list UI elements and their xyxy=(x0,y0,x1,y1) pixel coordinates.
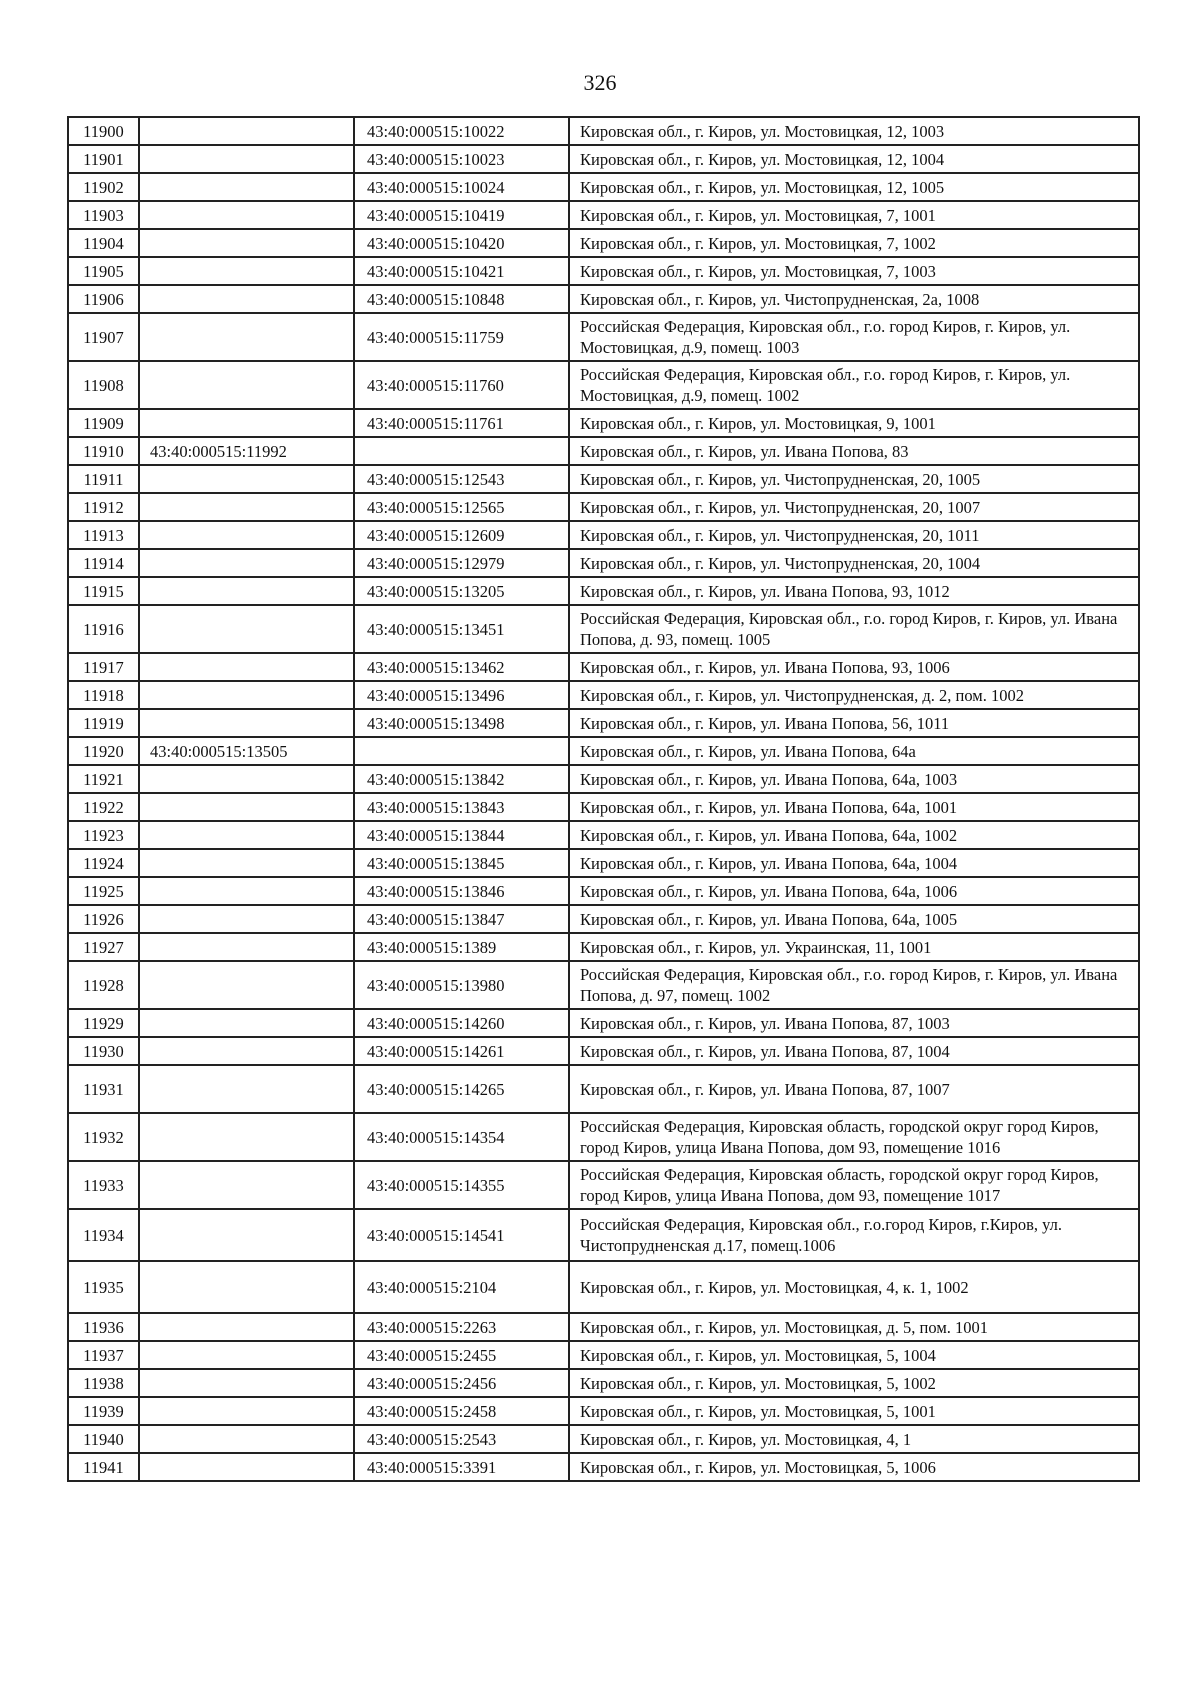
row-number-cell: 11930 xyxy=(68,1037,139,1065)
object-cadastral-number-cell: 43:40:000515:13847 xyxy=(354,905,569,933)
object-cadastral-number-cell: 43:40:000515:12609 xyxy=(354,521,569,549)
land-cadastral-number-cell xyxy=(139,117,354,145)
address-cell: Кировская обл., г. Киров, ул. Мостовицкая, 5, 1002 xyxy=(569,1369,1139,1397)
table-row xyxy=(68,1161,1139,1209)
land-cadastral-number-cell xyxy=(139,1369,354,1397)
row-number-cell: 11907 xyxy=(68,313,139,361)
table-row xyxy=(68,117,1139,145)
land-cadastral-number-cell xyxy=(139,409,354,437)
table-row xyxy=(68,521,1139,549)
page-number: 326 xyxy=(583,70,617,95)
address-cell: Кировская обл., г. Киров, ул. Ивана Попова, 64а, 1003 xyxy=(569,765,1139,793)
table-row xyxy=(68,765,1139,793)
object-cadastral-number-cell: 43:40:000515:2455 xyxy=(354,1341,569,1369)
row-number-cell: 11920 xyxy=(68,737,139,765)
address-cell: Российская Федерация, Кировская обл., г.о. город Киров, г. Киров, ул. Ивана Попова, д. 97, помещ. 1002 xyxy=(569,961,1139,1009)
table-row xyxy=(68,821,1139,849)
object-cadastral-number-cell: 43:40:000515:12565 xyxy=(354,493,569,521)
land-cadastral-number-cell xyxy=(139,173,354,201)
object-cadastral-number-cell xyxy=(354,437,569,465)
land-cadastral-number-cell xyxy=(139,201,354,229)
land-cadastral-number-cell xyxy=(139,549,354,577)
address-cell: Кировская обл., г. Киров, ул. Чистопрудненская, 20, 1011 xyxy=(569,521,1139,549)
land-cadastral-number-cell xyxy=(139,905,354,933)
object-cadastral-number-cell: 43:40:000515:10848 xyxy=(354,285,569,313)
table-row xyxy=(68,1037,1139,1065)
row-number-cell: 11903 xyxy=(68,201,139,229)
land-cadastral-number-cell xyxy=(139,793,354,821)
row-number-cell: 11919 xyxy=(68,709,139,737)
land-cadastral-number-cell xyxy=(139,1065,354,1113)
row-number-cell: 11921 xyxy=(68,765,139,793)
table-row xyxy=(68,877,1139,905)
table-row xyxy=(68,1209,1139,1261)
row-number-cell: 11925 xyxy=(68,877,139,905)
address-cell: Российская Федерация, Кировская обл., г.о.город Киров, г.Киров, ул. Чистопрудненская д.17, помещ.1006 xyxy=(569,1209,1139,1261)
row-number-cell: 11909 xyxy=(68,409,139,437)
address-cell: Кировская обл., г. Киров, ул. Чистопрудненская, 20, 1005 xyxy=(569,465,1139,493)
address-cell: Российская Федерация, Кировская область, городской округ город Киров, город Киров, улица Ивана Попова, дом 93, помещение 1016 xyxy=(569,1113,1139,1161)
row-number-cell: 11935 xyxy=(68,1261,139,1313)
table-row xyxy=(68,933,1139,961)
table-row xyxy=(68,681,1139,709)
object-cadastral-number-cell: 43:40:000515:2263 xyxy=(354,1313,569,1341)
land-cadastral-number-cell xyxy=(139,145,354,173)
object-cadastral-number-cell: 43:40:000515:14260 xyxy=(354,1009,569,1037)
table-body xyxy=(68,117,1139,1481)
row-number-cell: 11927 xyxy=(68,933,139,961)
land-cadastral-number-cell xyxy=(139,1113,354,1161)
row-number-cell: 11913 xyxy=(68,521,139,549)
address-cell: Кировская обл., г. Киров, ул. Украинская, 11, 1001 xyxy=(569,933,1139,961)
address-cell: Кировская обл., г. Киров, ул. Мостовицкая, 12, 1004 xyxy=(569,145,1139,173)
land-cadastral-number-cell xyxy=(139,1037,354,1065)
land-cadastral-number-cell xyxy=(139,877,354,905)
land-cadastral-number-cell xyxy=(139,465,354,493)
table-row xyxy=(68,361,1139,409)
object-cadastral-number-cell: 43:40:000515:14541 xyxy=(354,1209,569,1261)
object-cadastral-number-cell: 43:40:000515:13842 xyxy=(354,765,569,793)
address-cell: Кировская обл., г. Киров, ул. Ивана Попова, 87, 1007 xyxy=(569,1065,1139,1113)
object-cadastral-number-cell: 43:40:000515:10022 xyxy=(354,117,569,145)
table-row xyxy=(68,1065,1139,1113)
address-cell: Кировская обл., г. Киров, ул. Ивана Попова, 87, 1003 xyxy=(569,1009,1139,1037)
land-cadastral-number-cell xyxy=(139,765,354,793)
table-row xyxy=(68,285,1139,313)
object-cadastral-number-cell: 43:40:000515:2456 xyxy=(354,1369,569,1397)
row-number-cell: 11902 xyxy=(68,173,139,201)
object-cadastral-number-cell: 43:40:000515:13843 xyxy=(354,793,569,821)
address-cell: Российская Федерация, Кировская обл., г.о. город Киров, г. Киров, ул. Ивана Попова, д. 93, помещ. 1005 xyxy=(569,605,1139,653)
row-number-cell: 11904 xyxy=(68,229,139,257)
table-row xyxy=(68,653,1139,681)
address-cell: Кировская обл., г. Киров, ул. Ивана Попова, 93, 1012 xyxy=(569,577,1139,605)
land-cadastral-number-cell xyxy=(139,821,354,849)
object-cadastral-number-cell: 43:40:000515:10024 xyxy=(354,173,569,201)
table-row xyxy=(68,173,1139,201)
object-cadastral-number-cell: 43:40:000515:13496 xyxy=(354,681,569,709)
address-cell: Российская Федерация, Кировская обл., г.о. город Киров, г. Киров, ул. Мостовицкая, д.9, помещ. 1002 xyxy=(569,361,1139,409)
land-cadastral-number-cell xyxy=(139,521,354,549)
table-row xyxy=(68,605,1139,653)
row-number-cell: 11932 xyxy=(68,1113,139,1161)
table-row xyxy=(68,409,1139,437)
row-number-cell: 11914 xyxy=(68,549,139,577)
row-number-cell: 11923 xyxy=(68,821,139,849)
row-number-cell: 11938 xyxy=(68,1369,139,1397)
object-cadastral-number-cell: 43:40:000515:13844 xyxy=(354,821,569,849)
object-cadastral-number-cell: 43:40:000515:11761 xyxy=(354,409,569,437)
address-cell: Кировская обл., г. Киров, ул. Ивана Попова, 64а, 1006 xyxy=(569,877,1139,905)
row-number-cell: 11911 xyxy=(68,465,139,493)
object-cadastral-number-cell: 43:40:000515:10421 xyxy=(354,257,569,285)
address-cell: Кировская обл., г. Киров, ул. Чистопрудненская, д. 2, пом. 1002 xyxy=(569,681,1139,709)
row-number-cell: 11916 xyxy=(68,605,139,653)
table-row xyxy=(68,1425,1139,1453)
address-cell: Кировская обл., г. Киров, ул. Мостовицкая, 4, 1 xyxy=(569,1425,1139,1453)
object-cadastral-number-cell: 43:40:000515:2543 xyxy=(354,1425,569,1453)
row-number-cell: 11941 xyxy=(68,1453,139,1481)
address-cell: Кировская обл., г. Киров, ул. Мостовицкая, 5, 1006 xyxy=(569,1453,1139,1481)
object-cadastral-number-cell: 43:40:000515:3391 xyxy=(354,1453,569,1481)
table-row xyxy=(68,905,1139,933)
row-number-cell: 11915 xyxy=(68,577,139,605)
land-cadastral-number-cell xyxy=(139,493,354,521)
land-cadastral-number-cell xyxy=(139,653,354,681)
address-cell: Кировская обл., г. Киров, ул. Чистопрудненская, 20, 1007 xyxy=(569,493,1139,521)
object-cadastral-number-cell: 43:40:000515:10420 xyxy=(354,229,569,257)
object-cadastral-number-cell: 43:40:000515:10419 xyxy=(354,201,569,229)
row-number-cell: 11933 xyxy=(68,1161,139,1209)
table-row xyxy=(68,1009,1139,1037)
row-number-cell: 11908 xyxy=(68,361,139,409)
address-cell: Кировская обл., г. Киров, ул. Ивана Попова, 83 xyxy=(569,437,1139,465)
table-row xyxy=(68,145,1139,173)
address-cell: Кировская обл., г. Киров, ул. Мостовицкая, 5, 1004 xyxy=(569,1341,1139,1369)
table-row xyxy=(68,465,1139,493)
land-cadastral-number-cell xyxy=(139,1341,354,1369)
land-cadastral-number-cell xyxy=(139,961,354,1009)
table-row xyxy=(68,257,1139,285)
address-cell: Кировская обл., г. Киров, ул. Мостовицкая, 7, 1002 xyxy=(569,229,1139,257)
row-number-cell: 11931 xyxy=(68,1065,139,1113)
address-cell: Российская Федерация, Кировская область, городской округ город Киров, город Киров, улица Ивана Попова, дом 93, помещение 1017 xyxy=(569,1161,1139,1209)
row-number-cell: 11918 xyxy=(68,681,139,709)
table-row xyxy=(68,1261,1139,1313)
land-cadastral-number-cell: 43:40:000515:13505 xyxy=(139,737,354,765)
row-number-cell: 11910 xyxy=(68,437,139,465)
row-number-cell: 11905 xyxy=(68,257,139,285)
land-cadastral-number-cell xyxy=(139,681,354,709)
land-cadastral-number-cell xyxy=(139,285,354,313)
land-cadastral-number-cell xyxy=(139,1009,354,1037)
row-number-cell: 11924 xyxy=(68,849,139,877)
address-cell: Кировская обл., г. Киров, ул. Ивана Попова, 64а, 1002 xyxy=(569,821,1139,849)
table-row xyxy=(68,1397,1139,1425)
table-row xyxy=(68,793,1139,821)
land-cadastral-number-cell xyxy=(139,1425,354,1453)
object-cadastral-number-cell: 43:40:000515:13205 xyxy=(354,577,569,605)
land-cadastral-number-cell xyxy=(139,1209,354,1261)
address-cell: Кировская обл., г. Киров, ул. Ивана Попова, 64а xyxy=(569,737,1139,765)
table-row xyxy=(68,201,1139,229)
table-row xyxy=(68,437,1139,465)
table-row xyxy=(68,709,1139,737)
table-row xyxy=(68,961,1139,1009)
address-cell: Кировская обл., г. Киров, ул. Мостовицкая, 4, к. 1, 1002 xyxy=(569,1261,1139,1313)
row-number-cell: 11934 xyxy=(68,1209,139,1261)
object-cadastral-number-cell: 43:40:000515:2458 xyxy=(354,1397,569,1425)
row-number-cell: 11928 xyxy=(68,961,139,1009)
address-cell: Кировская обл., г. Киров, ул. Мостовицкая, д. 5, пом. 1001 xyxy=(569,1313,1139,1341)
table-row xyxy=(68,549,1139,577)
land-cadastral-number-cell xyxy=(139,361,354,409)
address-cell: Кировская обл., г. Киров, ул. Ивана Попова, 93, 1006 xyxy=(569,653,1139,681)
address-cell: Кировская обл., г. Киров, ул. Мостовицкая, 12, 1005 xyxy=(569,173,1139,201)
object-cadastral-number-cell: 43:40:000515:10023 xyxy=(354,145,569,173)
table-row xyxy=(68,737,1139,765)
row-number-cell: 11901 xyxy=(68,145,139,173)
table-row xyxy=(68,1341,1139,1369)
land-cadastral-number-cell xyxy=(139,933,354,961)
land-cadastral-number-cell xyxy=(139,709,354,737)
row-number-cell: 11906 xyxy=(68,285,139,313)
land-cadastral-number-cell xyxy=(139,1397,354,1425)
object-cadastral-number-cell: 43:40:000515:13846 xyxy=(354,877,569,905)
address-cell: Кировская обл., г. Киров, ул. Ивана Попова, 64а, 1005 xyxy=(569,905,1139,933)
table-row xyxy=(68,229,1139,257)
address-cell: Кировская обл., г. Киров, ул. Мостовицкая, 5, 1001 xyxy=(569,1397,1139,1425)
row-number-cell: 11926 xyxy=(68,905,139,933)
object-cadastral-number-cell: 43:40:000515:14265 xyxy=(354,1065,569,1113)
object-cadastral-number-cell: 43:40:000515:14261 xyxy=(354,1037,569,1065)
row-number-cell: 11922 xyxy=(68,793,139,821)
table-row xyxy=(68,313,1139,361)
address-cell: Кировская обл., г. Киров, ул. Мостовицкая, 7, 1001 xyxy=(569,201,1139,229)
object-cadastral-number-cell: 43:40:000515:13498 xyxy=(354,709,569,737)
object-cadastral-number-cell: 43:40:000515:13980 xyxy=(354,961,569,1009)
land-cadastral-number-cell xyxy=(139,1453,354,1481)
object-cadastral-number-cell: 43:40:000515:11760 xyxy=(354,361,569,409)
table-row xyxy=(68,1313,1139,1341)
row-number-cell: 11939 xyxy=(68,1397,139,1425)
row-number-cell: 11917 xyxy=(68,653,139,681)
row-number-cell: 11900 xyxy=(68,117,139,145)
object-cadastral-number-cell: 43:40:000515:14354 xyxy=(354,1113,569,1161)
address-cell: Кировская обл., г. Киров, ул. Чистопрудненская, 2а, 1008 xyxy=(569,285,1139,313)
land-cadastral-number-cell xyxy=(139,1313,354,1341)
land-cadastral-number-cell xyxy=(139,605,354,653)
land-cadastral-number-cell xyxy=(139,229,354,257)
address-cell: Кировская обл., г. Киров, ул. Ивана Попова, 64а, 1004 xyxy=(569,849,1139,877)
land-cadastral-number-cell xyxy=(139,849,354,877)
object-cadastral-number-cell xyxy=(354,737,569,765)
object-cadastral-number-cell: 43:40:000515:2104 xyxy=(354,1261,569,1313)
object-cadastral-number-cell: 43:40:000515:12979 xyxy=(354,549,569,577)
address-cell: Российская Федерация, Кировская обл., г.о. город Киров, г. Киров, ул. Мостовицкая, д.9, помещ. 1003 xyxy=(569,313,1139,361)
land-cadastral-number-cell xyxy=(139,313,354,361)
object-cadastral-number-cell: 43:40:000515:13845 xyxy=(354,849,569,877)
row-number-cell: 11929 xyxy=(68,1009,139,1037)
row-number-cell: 11937 xyxy=(68,1341,139,1369)
cadastral-table xyxy=(67,116,1140,1482)
object-cadastral-number-cell: 43:40:000515:1389 xyxy=(354,933,569,961)
address-cell: Кировская обл., г. Киров, ул. Ивана Попова, 87, 1004 xyxy=(569,1037,1139,1065)
land-cadastral-number-cell xyxy=(139,1161,354,1209)
object-cadastral-number-cell: 43:40:000515:13451 xyxy=(354,605,569,653)
address-cell: Кировская обл., г. Киров, ул. Ивана Попова, 64а, 1001 xyxy=(569,793,1139,821)
table-row xyxy=(68,577,1139,605)
table-row xyxy=(68,849,1139,877)
table-row xyxy=(68,493,1139,521)
address-cell: Кировская обл., г. Киров, ул. Мостовицкая, 12, 1003 xyxy=(569,117,1139,145)
address-cell: Кировская обл., г. Киров, ул. Чистопрудненская, 20, 1004 xyxy=(569,549,1139,577)
address-cell: Кировская обл., г. Киров, ул. Ивана Попова, 56, 1011 xyxy=(569,709,1139,737)
row-number-cell: 11936 xyxy=(68,1313,139,1341)
object-cadastral-number-cell: 43:40:000515:12543 xyxy=(354,465,569,493)
land-cadastral-number-cell: 43:40:000515:11992 xyxy=(139,437,354,465)
table-row xyxy=(68,1453,1139,1481)
address-cell: Кировская обл., г. Киров, ул. Мостовицкая, 7, 1003 xyxy=(569,257,1139,285)
row-number-cell: 11912 xyxy=(68,493,139,521)
object-cadastral-number-cell: 43:40:000515:13462 xyxy=(354,653,569,681)
object-cadastral-number-cell: 43:40:000515:14355 xyxy=(354,1161,569,1209)
land-cadastral-number-cell xyxy=(139,257,354,285)
address-cell: Кировская обл., г. Киров, ул. Мостовицкая, 9, 1001 xyxy=(569,409,1139,437)
table-row xyxy=(68,1369,1139,1397)
table-row xyxy=(68,1113,1139,1161)
land-cadastral-number-cell xyxy=(139,577,354,605)
row-number-cell: 11940 xyxy=(68,1425,139,1453)
land-cadastral-number-cell xyxy=(139,1261,354,1313)
object-cadastral-number-cell: 43:40:000515:11759 xyxy=(354,313,569,361)
